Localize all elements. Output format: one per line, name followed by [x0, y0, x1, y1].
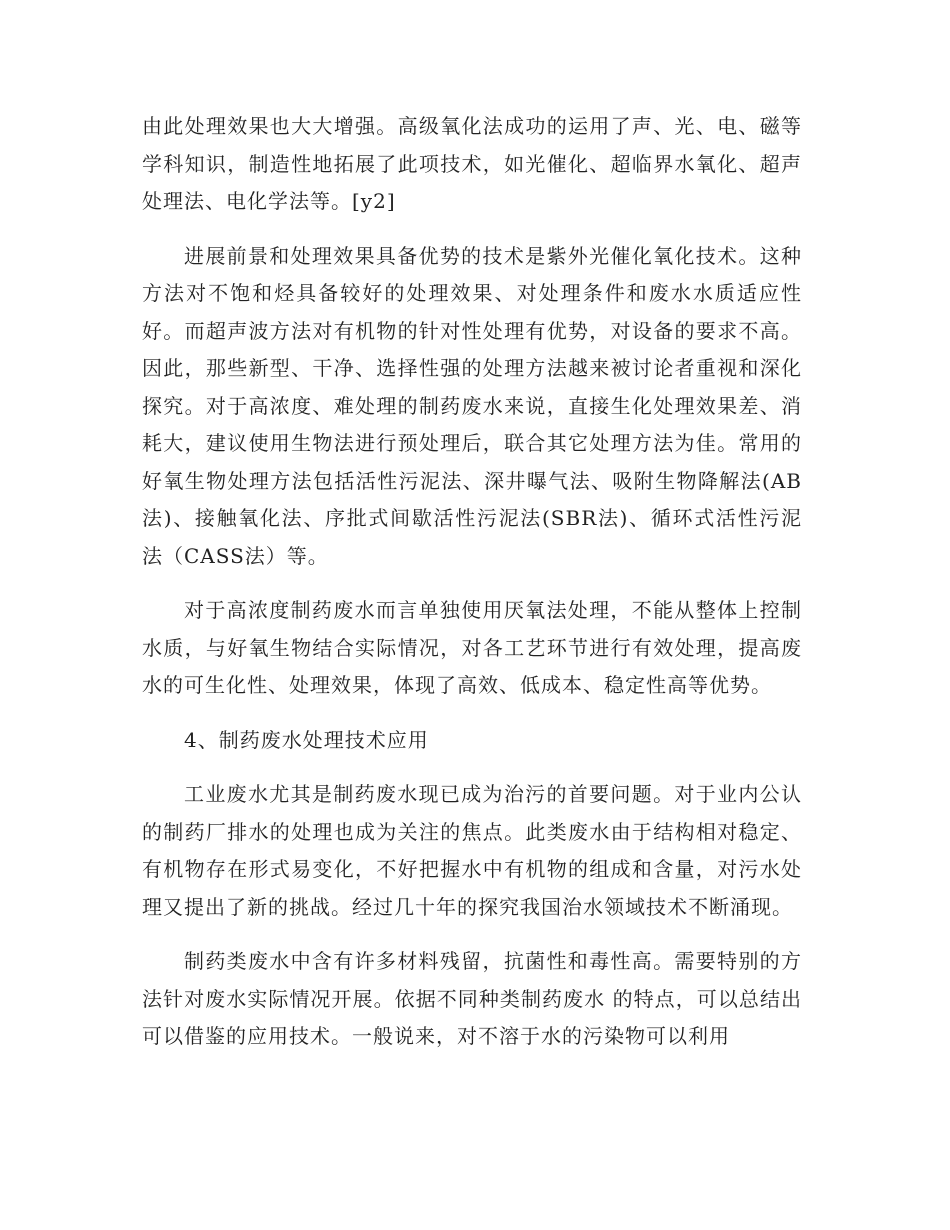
- paragraph-advanced-oxidation: 由此处理效果也大大增强。高级氧化法成功的运用了声、光、电、磁等学科知识，制造性地拓展了此项技术，如光催化、超临界水氧化、超声处理法、电化学法等。[y2]: [142, 114, 802, 213]
- paragraph-gap: [142, 221, 802, 238]
- paragraph-anaerobic-treatment: 对于高浓度制药废水而言单独使用厌氧法处理，不能从整体上控制水质，与好氧生物结合实际情况，对各工艺环节进行有效处理，提高废水的可生化性、处理效果，体现了高效、低成本、稳定性高等优势。: [142, 598, 802, 697]
- paragraph-gap: [142, 926, 802, 943]
- document-page: [142, 108, 802, 1056]
- paragraph-gap: [142, 575, 802, 592]
- section-heading-4: 4、制药废水处理技术应用: [184, 727, 429, 752]
- paragraph-pharmaceutical-wastewater: 制药类废水中含有许多材料残留，抗菌性和毒性高。需要特别的方法针对废水实际情况开展。依据不同种类制药废水 的特点，可以总结出可以借鉴的应用技术。一般说来，对不溶于水的污染物可以利用: [142, 949, 802, 1048]
- paragraph-uv-photocatalysis: 进展前景和处理效果具备优势的技术是紫外光催化氧化技术。这种方法对不饱和烃具备较好的处理效果、对处理条件和废水水质适应性好。而超声波方法对有机物的针对性处理有优势，对设备的要求不高。因此，那些新型、干净、选择性强的处理方法越来被讨论者重视和深化探究。对于高浓度、难处理的制药废水来说，直接生化处理效果差、消耗大，建议使用生物法进行预处理后，联合其它处理方法为佳。常用的好氧生物处理方法包括活性污泥法、深井曝气法、吸附生物降解法(AB法)、接触氧化法、序批式间歇活性污泥法(SBR法)、循环式活性污泥法（CASS法）等。: [142, 243, 802, 568]
- paragraph-gap: [142, 705, 802, 722]
- paragraph-gap: [142, 759, 802, 776]
- paragraph-industrial-wastewater: 工业废水尤其是制药废水现已成为治污的首要问题。对于业内公认的制药厂排水的处理也成为关注的焦点。此类废水由于结构相对稳定、有机物存在形式易变化，不好把握水中有机物的组成和含量，对污水处理又提出了新的挑战。经过几十年的探究我国治水领域技术不断涌现。: [142, 782, 802, 919]
